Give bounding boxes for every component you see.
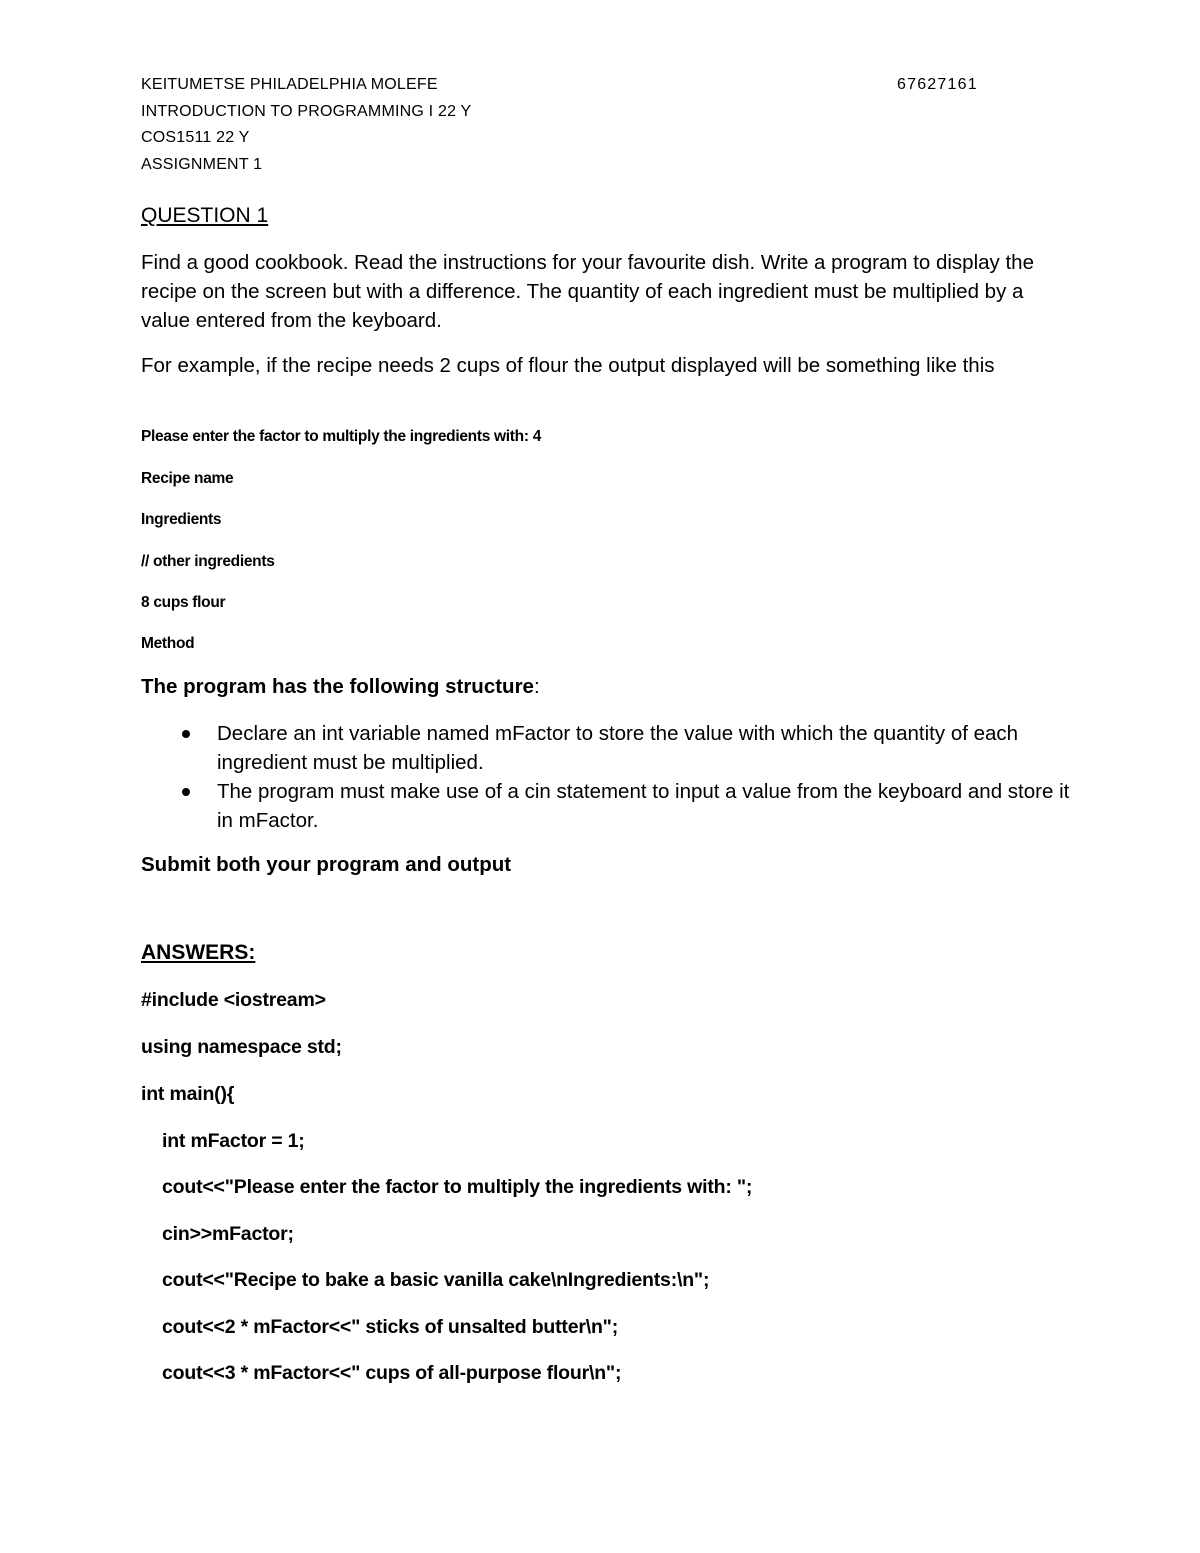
answers-heading: ANSWERS:: [141, 941, 256, 964]
code-line: cout<<2 * mFactor<<" sticks of unsalted butter\n";: [162, 1316, 619, 1338]
code-line: int mFactor = 1;: [162, 1130, 305, 1152]
bullet-icon: [182, 788, 190, 796]
sample-output-line: Recipe name: [141, 470, 234, 487]
sample-output-line: Ingredients: [141, 511, 222, 528]
structure-heading-colon: :: [533, 675, 540, 698]
assignment-label: ASSIGNMENT 1: [141, 156, 263, 173]
sample-output-line: Please enter the factor to multiply the ingredients with: 4: [141, 428, 542, 445]
code-line: cout<<3 * mFactor<<" cups of all-purpose flour\n";: [162, 1362, 622, 1384]
question-title: QUESTION 1: [141, 204, 269, 227]
structure-heading-text: The program has the following structure: [141, 675, 534, 698]
code-line: cout<<"Recipe to bake a basic vanilla cake\nIngredients:\n";: [162, 1269, 710, 1291]
course-title: INTRODUCTION TO PROGRAMMING I 22 Y: [141, 103, 472, 120]
list-item-text: The program must make use of a cin statement to input a value from the keyboard and store it in mFactor.: [217, 780, 1070, 832]
code-line: cout<<"Please enter the factor to multiply the ingredients with: ";: [162, 1176, 753, 1198]
code-line: int main(){: [141, 1083, 235, 1105]
course-code: COS1511 22 Y: [141, 129, 250, 146]
sample-output-line: 8 cups flour: [141, 594, 226, 611]
code-line: cin>>mFactor;: [162, 1223, 294, 1245]
sample-output-line: // other ingredients: [141, 553, 275, 570]
submit-note: Submit both your program and output: [141, 853, 512, 876]
bullet-icon: [182, 730, 190, 738]
code-line: #include <iostream>: [141, 989, 326, 1011]
question-example: For example, if the recipe needs 2 cups of flour the output displayed will be something like this: [141, 354, 995, 377]
student-number: 67627161: [897, 76, 978, 93]
code-line: using namespace std;: [141, 1036, 342, 1058]
question-intro: Find a good cookbook. Read the instructions for your favourite dish. Write a program to display the recipe on the screen but with a difference. The quantity of each ingredient must be multiplied by a value entered from the keyboard.: [141, 251, 1034, 332]
student-name: KEITUMETSE PHILADELPHIA MOLEFE: [141, 76, 438, 93]
list-item: [141, 777, 1081, 835]
list-item: [141, 719, 1081, 777]
structure-heading: [141, 675, 540, 699]
list-item-text: Declare an int variable named mFactor to store the value with which the quantity of each ingredient must be multiplied.: [217, 722, 1019, 774]
sample-output-line: Method: [141, 635, 195, 652]
structure-list: [141, 719, 1081, 835]
